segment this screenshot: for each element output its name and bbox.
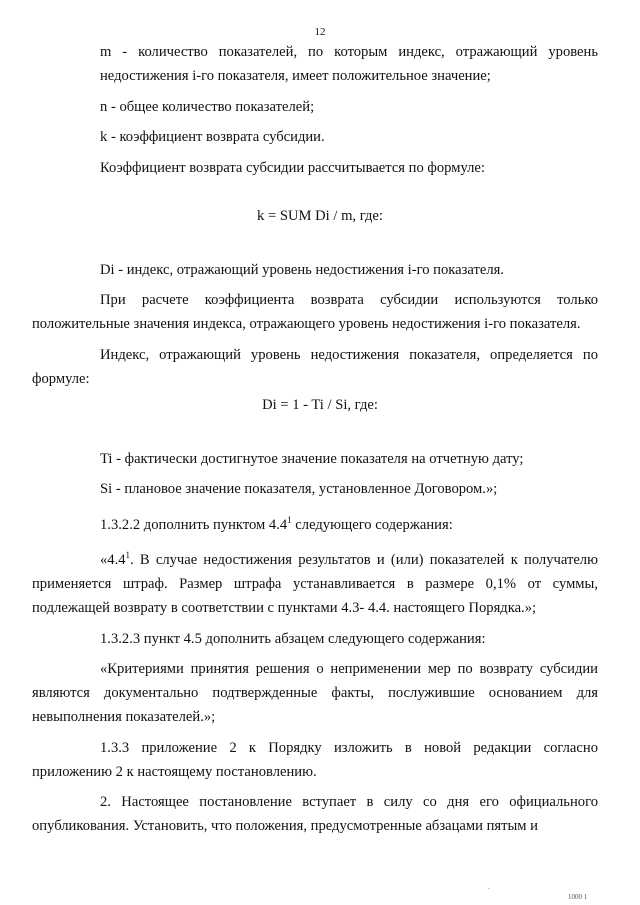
paragraph-m-definition: m - количество показателей, по которым индекс, отражающий уровень недостижения i-го показателя, имеет положительное значение; bbox=[100, 44, 598, 84]
item-441-superscript: 1 bbox=[125, 550, 131, 560]
page-number: 12 bbox=[314, 26, 326, 38]
paragraph-ti-definition: Ti - фактически достигнутое значение показателя на отчетную дату; bbox=[100, 450, 524, 467]
paragraph-positive-values: При расчете коэффициента возврата субсидии используются только положительные значения индекса, отражающего уровень недостижения i-го показателя. bbox=[32, 292, 598, 332]
paragraph-criteria: «Критериями принятия решения о неприменении мер по возврату субсидии являются документально подтвержденные факты, послужившие основанием для невыполнения показателей.»; bbox=[32, 661, 598, 725]
item-441-text: «4.4 bbox=[100, 552, 126, 568]
formula-di: Di = 1 - Ti / Si, где: bbox=[262, 396, 378, 413]
paragraph-di-definition: Di - индекс, отражающий уровень недостижения i-го показателя. bbox=[100, 261, 504, 278]
item-1322-superscript: 1 bbox=[287, 514, 292, 525]
document-body bbox=[32, 40, 598, 845]
item-1322-text: 1.3.2.2 дополнить пунктом 4.4 bbox=[100, 516, 288, 533]
footer-mark: 1000 1 bbox=[568, 893, 588, 901]
item-1322-text-end: следующего содержания: bbox=[291, 516, 453, 533]
paragraph-item-133: 1.3.3 приложение 2 к Порядку изложить в новой редакции согласно приложению 2 к настоящему постановлению. bbox=[32, 739, 598, 780]
paragraph-item-1322 bbox=[100, 508, 598, 537]
paragraph-index-intro: Индекс, отражающий уровень недостижения показателя, определяется по формуле: bbox=[32, 346, 598, 387]
footer-dot: . bbox=[488, 883, 490, 891]
paragraph-item-1323: 1.3.2.3 пункт 4.5 дополнить абзацем следующего содержания: bbox=[100, 630, 486, 647]
paragraph-k-definition: k - коэффициент возврата субсидии. bbox=[100, 129, 325, 145]
paragraph-k-formula-intro: Коэффициент возврата субсидии рассчитывается по формуле: bbox=[100, 159, 485, 176]
paragraph-n-definition: n - общее количество показателей; bbox=[100, 98, 315, 115]
formula-k: k = SUM Di / m, где: bbox=[257, 207, 383, 224]
paragraph-si-definition: Si - плановое значение показателя, установленное Договором.»; bbox=[100, 481, 498, 497]
paragraph-item-2: 2. Настоящее постановление вступает в силу со дня его официального опубликования. Установить, что положения, предусмотренные абзацами пятым и bbox=[32, 794, 598, 834]
item-441-text-end: . В случае недостижения результатов и (или) показателей к получателю применяется штраф. Размер штрафа устанавливается в размере 0,1% от суммы, подлежащей возврату в соответствии с пунктами 4.3- 4.4. настоящего Порядка.»; bbox=[32, 552, 598, 616]
paragraph-item-441 bbox=[32, 543, 598, 620]
